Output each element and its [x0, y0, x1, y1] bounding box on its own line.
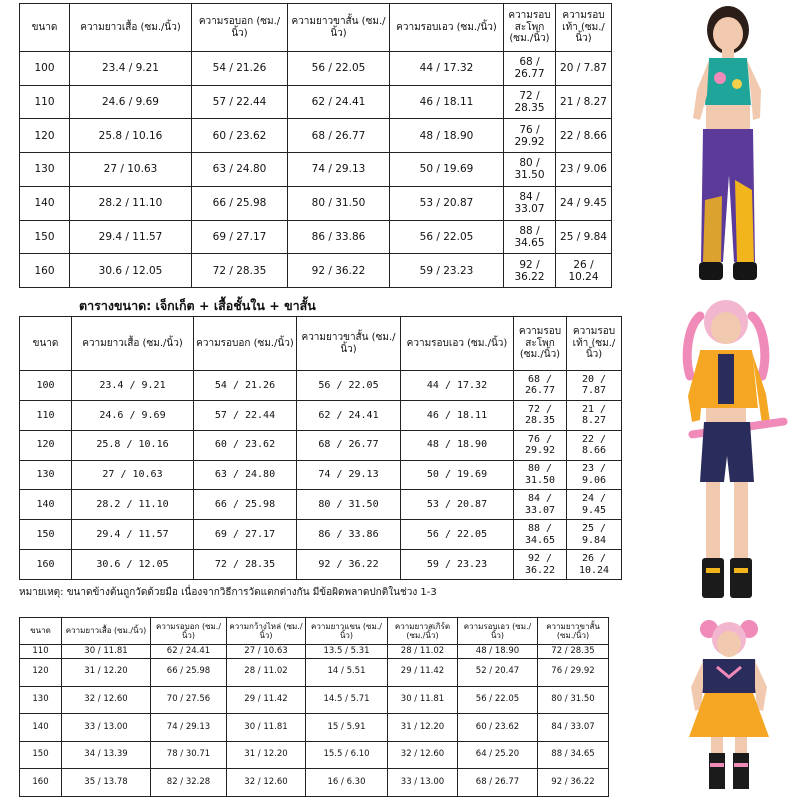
table-cell: 76 / 29.92: [538, 659, 609, 687]
table-cell: 88 / 34.65: [538, 741, 609, 769]
measurement-note: หมายเหตุ: ขนาดข้างต้นถูกวัดด้วยมือ เนื่องจากวิธีการวัดแตกต่างกัน มีข้อผิดพลาดปกติในช่วง 1-3: [19, 587, 437, 598]
top-print-shape: [714, 72, 726, 84]
boot-strap-shape: [734, 568, 748, 573]
table-row: [20, 741, 609, 769]
table-header-row: [20, 618, 609, 645]
table-cell: 80 / 31.50: [504, 153, 556, 187]
table-cell: 23.4 / 9.21: [70, 52, 192, 86]
table-cell: 24 / 9.45: [567, 490, 622, 520]
size-table-1: [19, 3, 611, 288]
header-cell: ความรอบอก (ซม./นิ้ว): [192, 4, 288, 52]
table-cell: 31 / 12.20: [388, 714, 458, 742]
table-cell: 14 / 5.51: [306, 659, 388, 687]
size-table-2: [19, 316, 621, 580]
midriff-shape: [706, 408, 746, 422]
face-shape: [711, 312, 741, 344]
table-cell: 150: [20, 220, 70, 254]
table-cell: 27 / 10.63: [72, 460, 194, 490]
table-cell: 32 / 12.60: [227, 769, 306, 797]
table-cell: 130: [20, 153, 70, 187]
header-cell: ความรอบเอว (ซม./นิ้ว): [390, 4, 504, 52]
table-cell: 86 / 33.86: [288, 220, 390, 254]
table-cell: 44 / 17.32: [401, 371, 514, 401]
table-cell: 68 / 26.77: [288, 119, 390, 153]
table-cell: 66 / 25.98: [194, 490, 297, 520]
table-header-row: [20, 317, 622, 371]
table-cell: 74 / 29.13: [288, 153, 390, 187]
table-cell: 92 / 36.22: [297, 550, 401, 580]
table-row: [20, 85, 612, 119]
left-shoe-shape: [699, 262, 723, 280]
table-2-title: ตารางขนาด: เจ็กเก็ต + เสื้อชั้นใน + ขาสั้น: [79, 298, 316, 313]
table-cell: 78 / 30.71: [151, 741, 227, 769]
table-row: [20, 119, 612, 153]
table-cell: 32 / 12.60: [62, 686, 151, 714]
product-photo-3: [665, 615, 795, 800]
table-cell: 92 / 36.22: [504, 254, 556, 288]
table-cell: 50 / 19.69: [390, 153, 504, 187]
table-cell: 59 / 23.23: [390, 254, 504, 288]
table-row: [20, 400, 622, 430]
table-cell: 30 / 11.81: [62, 645, 151, 659]
table-cell: 33 / 13.00: [388, 769, 458, 797]
table-row: [20, 186, 612, 220]
table-cell: 48 / 18.90: [458, 645, 538, 659]
table-cell: 92 / 36.22: [538, 769, 609, 797]
table-cell: 20 / 7.87: [556, 52, 612, 86]
table-cell: 74 / 29.13: [297, 460, 401, 490]
table-row: [20, 645, 609, 659]
table-row: [20, 254, 612, 288]
table-cell: 80 / 31.50: [514, 460, 567, 490]
table-cell: 120: [20, 659, 62, 687]
table-cell: 68 / 26.77: [504, 52, 556, 86]
table-cell: 28 / 11.02: [227, 659, 306, 687]
table-cell: 60 / 23.62: [192, 119, 288, 153]
table-cell: 25.8 / 10.16: [70, 119, 192, 153]
table-cell: 69 / 27.17: [192, 220, 288, 254]
table-cell: 76 / 29.92: [514, 430, 567, 460]
table-cell: 46 / 18.11: [401, 400, 514, 430]
table-cell: 44 / 17.32: [390, 52, 504, 86]
table-cell: 29 / 11.42: [388, 659, 458, 687]
header-cell: ขนาด: [20, 317, 72, 371]
table-cell: 56 / 22.05: [288, 52, 390, 86]
table-cell: 140: [20, 490, 72, 520]
table-cell: 30 / 11.81: [388, 686, 458, 714]
table-cell: 24.6 / 9.69: [70, 85, 192, 119]
table-cell: 48 / 18.90: [401, 430, 514, 460]
header-cell: ความยาวเสื้อ (ซม./นิ้ว): [72, 317, 194, 371]
boot-strap-shape: [734, 763, 748, 767]
header-cell: ความยาวแขน (ซม./นิ้ว): [306, 618, 388, 645]
table-cell: 25 / 9.84: [556, 220, 612, 254]
table-cell: 80 / 31.50: [538, 686, 609, 714]
header-cell: ความรอบอก (ซม./นิ้ว): [194, 317, 297, 371]
header-cell: ความยาวสเกิร์ต (ซม./นิ้ว): [388, 618, 458, 645]
size-table-2-section: [19, 296, 621, 610]
table-cell: 29.4 / 11.57: [70, 220, 192, 254]
table-cell: 82 / 32.28: [151, 769, 227, 797]
header-cell: ความยาวขาสั้น (ซม./นิ้ว): [297, 317, 401, 371]
table-cell: 33 / 13.00: [62, 714, 151, 742]
table-cell: 150: [20, 741, 62, 769]
header-cell: ความยาวขาสั้น (ซม./นิ้ว): [288, 4, 390, 52]
table-cell: 54 / 21.26: [194, 371, 297, 401]
table-cell: 100: [20, 371, 72, 401]
table-cell: 21 / 8.27: [556, 85, 612, 119]
boot-strap-shape: [710, 763, 724, 767]
header-cell: ความรอบเท้า (ซม./นิ้ว): [556, 4, 612, 52]
right-shoe-shape: [733, 262, 757, 280]
table-cell: 72 / 28.35: [194, 550, 297, 580]
header-cell: ความรอบเอว (ซม./นิ้ว): [401, 317, 514, 371]
table-cell: 15.5 / 6.10: [306, 741, 388, 769]
table-cell: 140: [20, 714, 62, 742]
table-cell: 28 / 11.02: [388, 645, 458, 659]
table-cell: 14.5 / 5.71: [306, 686, 388, 714]
inner-top-shape: [718, 354, 734, 404]
table-row: [20, 430, 622, 460]
table-cell: 46 / 18.11: [390, 85, 504, 119]
product-photo-1: [665, 0, 795, 292]
table-row: [20, 550, 622, 580]
table-cell: 160: [20, 550, 72, 580]
table-cell: 57 / 22.44: [194, 400, 297, 430]
neck-shape: [722, 49, 734, 59]
table-row: [20, 520, 622, 550]
table-cell: 26 / 10.24: [567, 550, 622, 580]
table-cell: 24 / 9.45: [556, 186, 612, 220]
header-cell: ความกว้างไหล่ (ซม./นิ้ว): [227, 618, 306, 645]
table-cell: 15 / 5.91: [306, 714, 388, 742]
table-cell: 68 / 26.77: [514, 371, 567, 401]
table-cell: 27 / 10.63: [70, 153, 192, 187]
table-cell: 56 / 22.05: [297, 371, 401, 401]
header-cell: ความรอบสะโพก (ซม./นิ้ว): [504, 4, 556, 52]
table-cell: 88 / 34.65: [504, 220, 556, 254]
table-cell: 92 / 36.22: [514, 550, 567, 580]
table-row: [20, 714, 609, 742]
table-cell: 70 / 27.56: [151, 686, 227, 714]
table-cell: 30.6 / 12.05: [70, 254, 192, 288]
table-cell: 52 / 20.47: [458, 659, 538, 687]
table-cell: 29.4 / 11.57: [72, 520, 194, 550]
header-cell: ความรอบอก (ซม./นิ้ว): [151, 618, 227, 645]
table-cell: 60 / 23.62: [458, 714, 538, 742]
table-cell: 62 / 24.41: [288, 85, 390, 119]
right-boot-shape: [733, 753, 749, 789]
crop-top-shape: [705, 58, 751, 105]
header-cell: ขนาด: [20, 4, 70, 52]
table-cell: 63 / 24.80: [192, 153, 288, 187]
table-cell: 140: [20, 186, 70, 220]
table-cell: 48 / 18.90: [390, 119, 504, 153]
header-cell: ความยาวเสื้อ (ซม./นิ้ว): [62, 618, 151, 645]
left-boot-shape: [702, 558, 724, 598]
table-cell: 72 / 28.35: [514, 400, 567, 430]
table-cell: 120: [20, 430, 72, 460]
header-cell: ขนาด: [20, 618, 62, 645]
table-cell: 28.2 / 11.10: [72, 490, 194, 520]
table-cell: 53 / 20.87: [401, 490, 514, 520]
pigtail-right-shape: [752, 316, 765, 376]
boot-strap-shape: [706, 568, 720, 573]
left-boot-shape: [709, 753, 725, 789]
table-row: [20, 460, 622, 490]
table-cell: 86 / 33.86: [297, 520, 401, 550]
table-cell: 150: [20, 520, 72, 550]
top-print-shape: [732, 79, 742, 89]
size-table-3: [19, 617, 608, 797]
table-cell: 160: [20, 769, 62, 797]
table-cell: 69 / 27.17: [194, 520, 297, 550]
table-cell: 66 / 25.98: [192, 186, 288, 220]
table-cell: 22 / 8.66: [556, 119, 612, 153]
left-leg-shape: [706, 482, 720, 558]
table-cell: 56 / 22.05: [390, 220, 504, 254]
header-cell: ความรอบสะโพก (ซม./นิ้ว): [514, 317, 567, 371]
table-cell: 27 / 10.63: [227, 645, 306, 659]
table-cell: 22 / 8.66: [567, 430, 622, 460]
table-cell: 68 / 26.77: [458, 769, 538, 797]
table-cell: 24.6 / 9.69: [72, 400, 194, 430]
table-cell: 64 / 25.20: [458, 741, 538, 769]
pants-yellow-panel: [735, 180, 754, 262]
table-cell: 28.2 / 11.10: [70, 186, 192, 220]
table-cell: 25.8 / 10.16: [72, 430, 194, 460]
table-cell: 31 / 12.20: [62, 659, 151, 687]
table-cell: 59 / 23.23: [401, 550, 514, 580]
table-cell: 92 / 36.22: [288, 254, 390, 288]
table-cell: 53 / 20.87: [390, 186, 504, 220]
table-cell: 30.6 / 12.05: [72, 550, 194, 580]
table-cell: 56 / 22.05: [458, 686, 538, 714]
table-cell: 32 / 12.60: [388, 741, 458, 769]
table-cell: 120: [20, 119, 70, 153]
table-row: [20, 153, 612, 187]
table-cell: 130: [20, 686, 62, 714]
table-cell: 72 / 28.35: [504, 85, 556, 119]
table-cell: 31 / 12.20: [227, 741, 306, 769]
table-cell: 56 / 22.05: [401, 520, 514, 550]
shorts-shape: [700, 422, 754, 482]
table-cell: 29 / 11.42: [227, 686, 306, 714]
table-cell: 21 / 8.27: [567, 400, 622, 430]
table-header-row: [20, 4, 612, 52]
table-cell: 76 / 29.92: [504, 119, 556, 153]
table-cell: 23 / 9.06: [567, 460, 622, 490]
table-cell: 16 / 6.30: [306, 769, 388, 797]
header-cell: ความยาวเสื้อ (ซม./นิ้ว): [70, 4, 192, 52]
right-boot-shape: [730, 558, 752, 598]
table-cell: 72 / 28.35: [192, 254, 288, 288]
table-cell: 110: [20, 85, 70, 119]
right-leg-shape: [734, 482, 748, 558]
table-cell: 20 / 7.87: [567, 371, 622, 401]
table-cell: 80 / 31.50: [297, 490, 401, 520]
table-row: [20, 371, 622, 401]
product-photo-2: [670, 296, 795, 610]
table-row: [20, 686, 609, 714]
table-cell: 84 / 33.07: [504, 186, 556, 220]
pants-yellow-panel: [703, 196, 722, 262]
table-cell: 13.5 / 5.31: [306, 645, 388, 659]
table-cell: 23.4 / 9.21: [72, 371, 194, 401]
table-cell: 110: [20, 645, 62, 659]
table-cell: 62 / 24.41: [297, 400, 401, 430]
table-cell: 57 / 22.44: [192, 85, 288, 119]
header-cell: ความรอบเท้า (ซม./นิ้ว): [567, 317, 622, 371]
face-shape: [717, 631, 741, 657]
table-cell: 62 / 24.41: [151, 645, 227, 659]
table-cell: 26 / 10.24: [556, 254, 612, 288]
table-row: [20, 52, 612, 86]
table-cell: 84 / 33.07: [538, 714, 609, 742]
table-cell: 25 / 9.84: [567, 520, 622, 550]
table-cell: 30 / 11.81: [227, 714, 306, 742]
table-cell: 130: [20, 460, 72, 490]
face-shape: [713, 17, 743, 51]
table-cell: 60 / 23.62: [194, 430, 297, 460]
table-cell: 50 / 19.69: [401, 460, 514, 490]
table-cell: 23 / 9.06: [556, 153, 612, 187]
table-cell: 110: [20, 400, 72, 430]
table-row: [20, 220, 612, 254]
table-cell: 160: [20, 254, 70, 288]
table-cell: 66 / 25.98: [151, 659, 227, 687]
table-cell: 63 / 24.80: [194, 460, 297, 490]
table-cell: 80 / 31.50: [288, 186, 390, 220]
table-cell: 34 / 13.39: [62, 741, 151, 769]
table-row: [20, 659, 609, 687]
table-cell: 74 / 29.13: [151, 714, 227, 742]
midriff-shape: [706, 105, 750, 129]
table-cell: 88 / 34.65: [514, 520, 567, 550]
table-cell: 35 / 13.78: [62, 769, 151, 797]
header-cell: ความรอบเอว (ซม./นิ้ว): [458, 618, 538, 645]
table-cell: 72 / 28.35: [538, 645, 609, 659]
table-cell: 54 / 21.26: [192, 52, 288, 86]
table-row: [20, 490, 622, 520]
table-row: [20, 769, 609, 797]
table-cell: 84 / 33.07: [514, 490, 567, 520]
table-cell: 68 / 26.77: [297, 430, 401, 460]
header-cell: ความยาวขาสั้น (ซม./นิ้ว): [538, 618, 609, 645]
table-cell: 100: [20, 52, 70, 86]
